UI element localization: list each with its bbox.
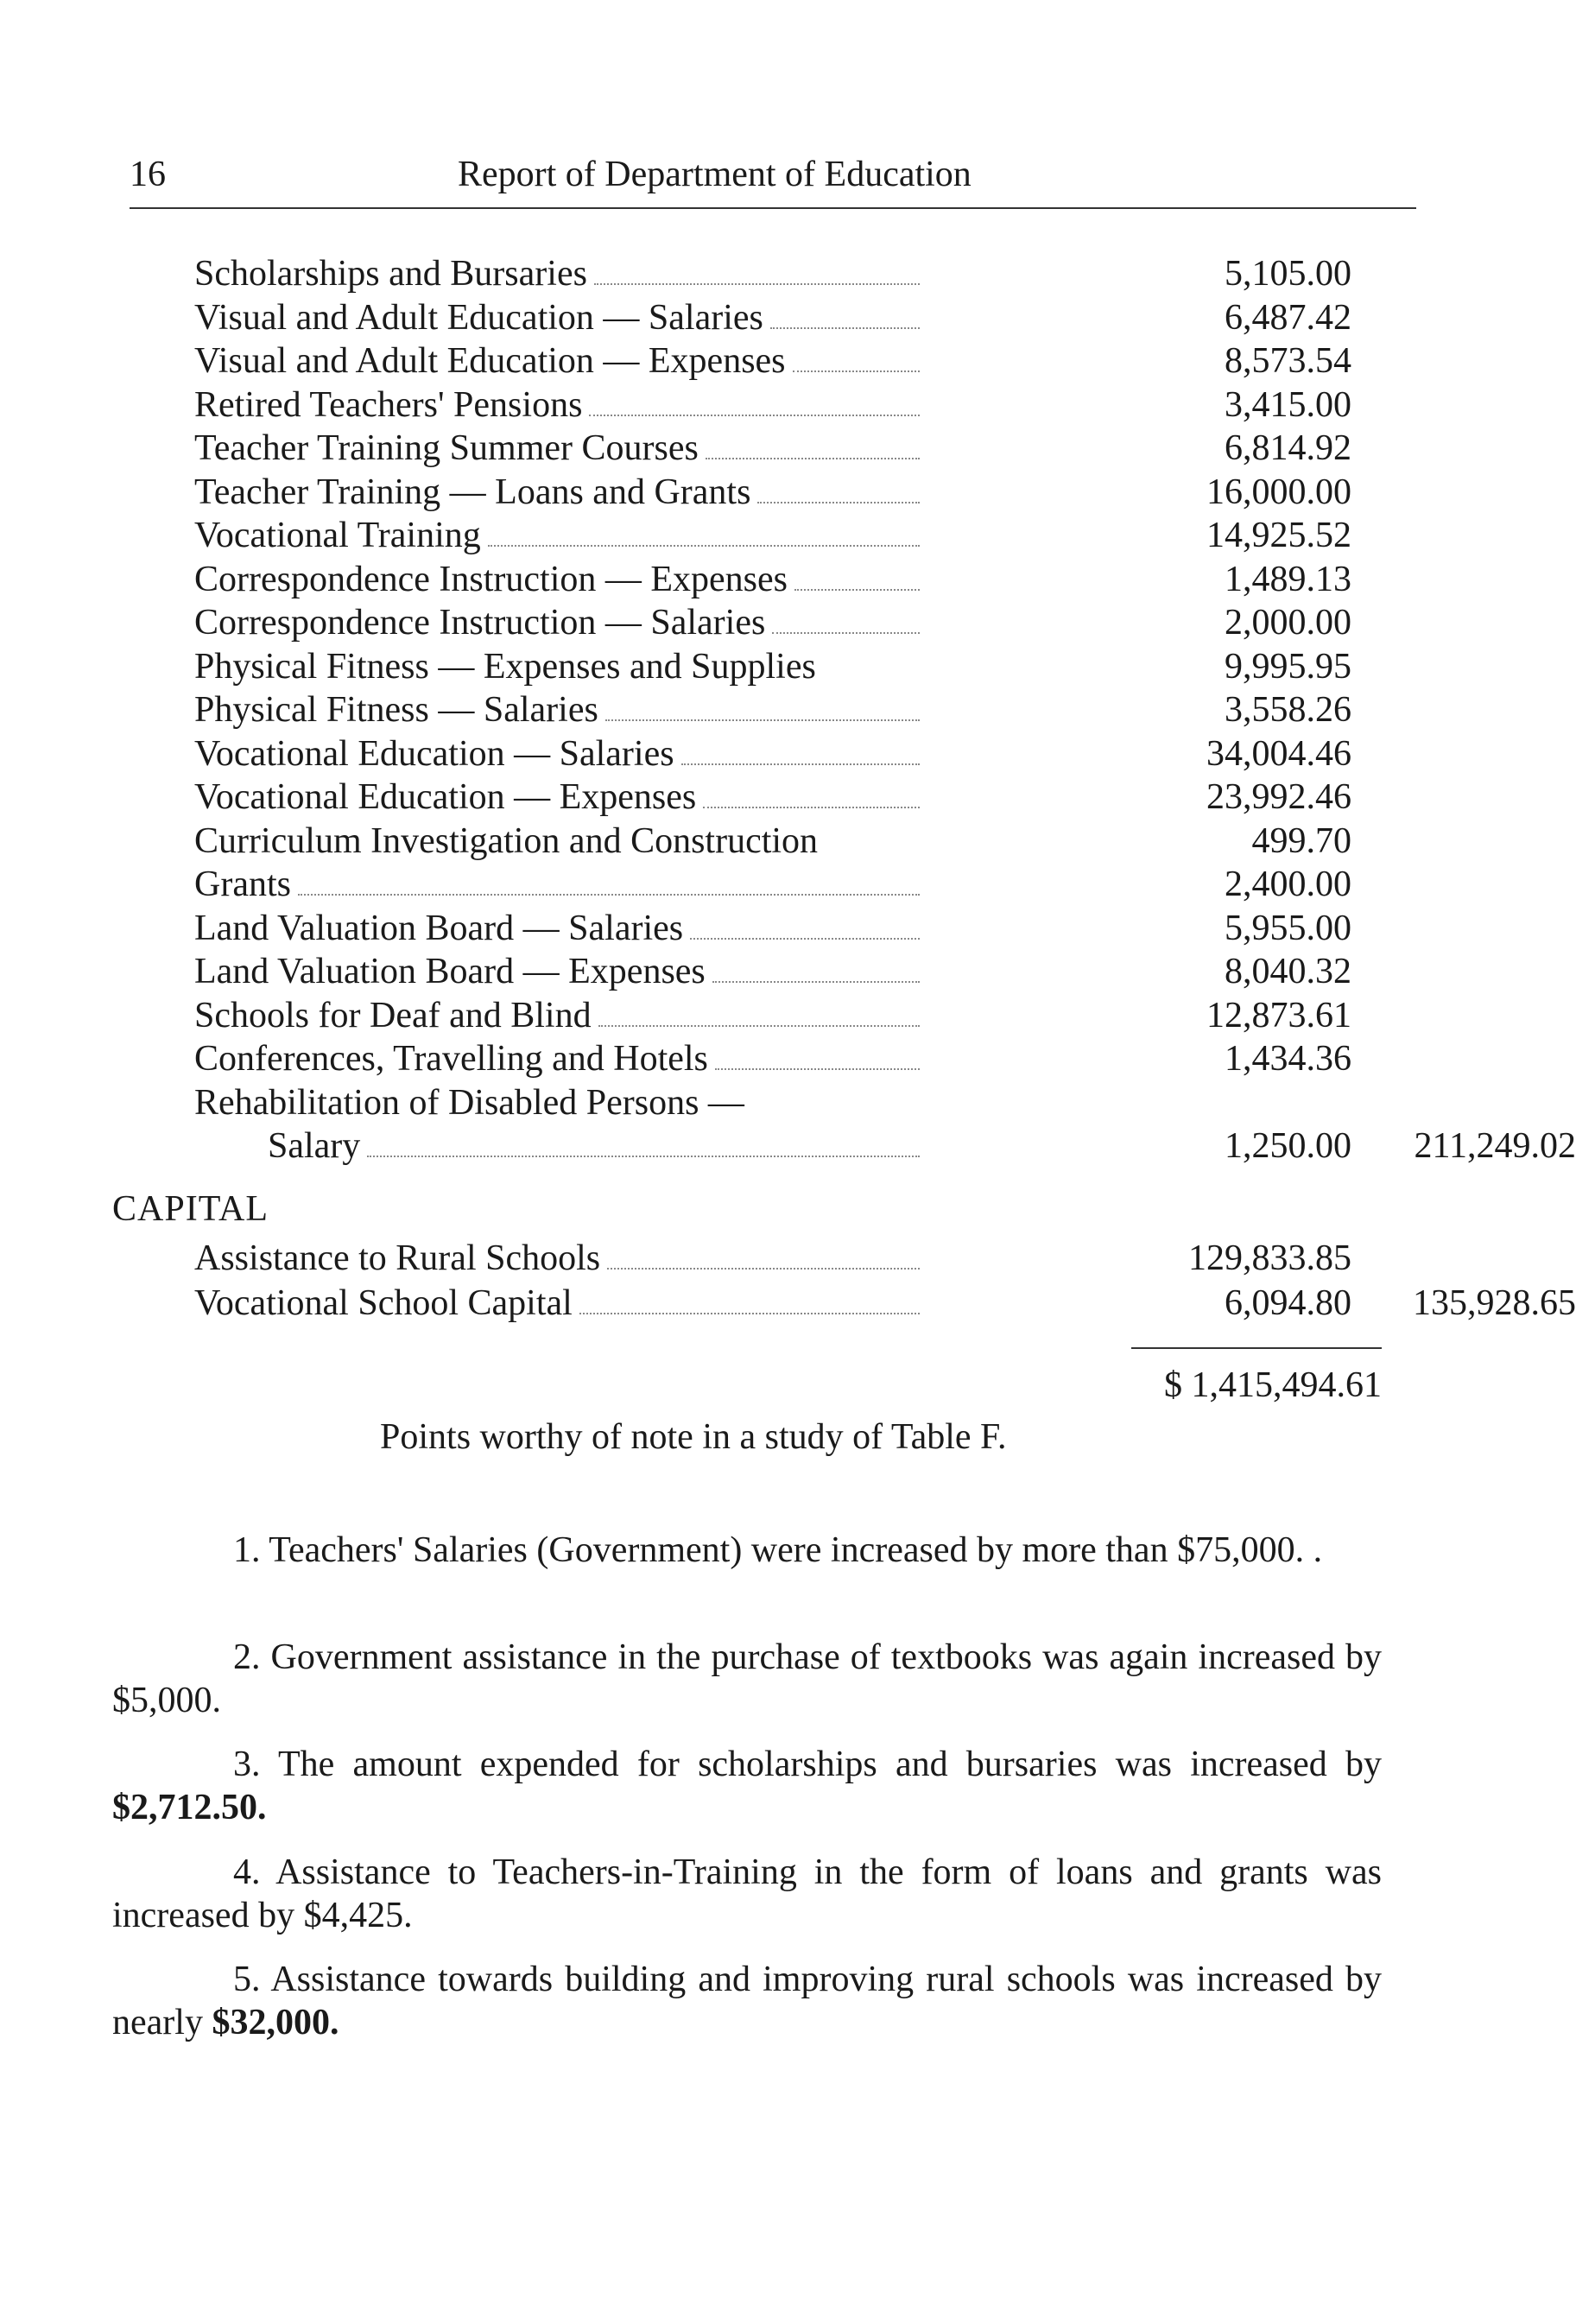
ledger-row (194, 296, 1490, 339)
ledger-item-label: Scholarships and Bursaries (194, 254, 587, 294)
ledger-item-label: Visual and Adult Education — Salaries (194, 298, 763, 338)
note-number: 5. (233, 1960, 271, 1999)
ledger-row (194, 645, 1490, 688)
ledger-item-amount: 2,400.00 (1225, 864, 1351, 904)
dot-leader (589, 415, 920, 416)
note-amount: $32,000. (212, 2003, 339, 2042)
ledger-label-wrap (194, 601, 928, 644)
note-item (112, 1529, 1382, 1572)
ledger-item-label: Physical Fitness — Expenses and Supplies (194, 647, 816, 687)
page-number: 16 (130, 155, 166, 194)
capital-heading: CAPITAL (112, 1189, 269, 1229)
dot-leader (579, 1313, 920, 1314)
ledger-row (194, 1237, 1490, 1280)
ledger-item-label: Vocational Education — Expenses (194, 777, 697, 817)
ledger-item-amount: 16,000.00 (1206, 472, 1351, 512)
ledger-row (194, 514, 1490, 557)
ledger-item-label: Curriculum Investigation and Construction (194, 821, 819, 861)
ledger-label-wrap (194, 1282, 928, 1325)
ledger-row (194, 252, 1490, 295)
ledger-label-wrap (194, 1037, 928, 1080)
ledger-item-amount: 3,415.00 (1225, 385, 1351, 425)
ledger-label-wrap (194, 296, 928, 339)
ledger-item-label: Visual and Adult Education — Expenses (194, 341, 786, 381)
dot-leader (770, 327, 920, 329)
note-text: Teachers' Salaries (Government) were increased by more than (269, 1530, 1178, 1570)
ledger-row (194, 383, 1490, 427)
ledger-item-amount: 9,995.95 (1225, 647, 1351, 687)
note-text: The amount expended for scholarships and bursaries was increased by (277, 1745, 1382, 1784)
dot-leader (793, 370, 920, 372)
ledger-item-label: Vocational Training (194, 516, 481, 555)
ledger-row (194, 471, 1490, 514)
ledger-item-label: Assistance to Rural Schools (194, 1238, 601, 1278)
ledger-label-wrap (194, 514, 928, 557)
ledger-row (194, 994, 1490, 1037)
ledger-item-label: Retired Teachers' Pensions (194, 385, 583, 425)
ledger-item-label: Correspondence Instruction — Salaries (194, 603, 766, 643)
ledger-item-label: Rehabilitation of Disabled Persons — (194, 1083, 744, 1123)
dot-leader (690, 938, 920, 940)
ledger-label-wrap (194, 950, 928, 993)
ledger-label-wrap (268, 1124, 928, 1168)
ledger-item-amount: 5,105.00 (1225, 254, 1351, 294)
ledger-item-amount: 6,487.42 (1225, 298, 1351, 338)
ledger-row (194, 732, 1490, 776)
ledger-item-amount: 3,558.26 (1225, 690, 1351, 730)
ledger-row (194, 601, 1490, 644)
section-subtotal: 211,249.02 (1414, 1126, 1576, 1166)
ledger-item-amount: 14,925.52 (1206, 516, 1351, 555)
ledger-item-label: Teacher Training Summer Courses (194, 428, 699, 468)
dot-leader (298, 894, 920, 896)
ledger-row (194, 558, 1490, 601)
ledger-label-wrap (194, 863, 928, 906)
ledger-item-amount: 12,873.61 (1206, 996, 1351, 1035)
ledger-item-amount: 8,040.32 (1225, 952, 1351, 991)
ledger-item-amount: 2,000.00 (1225, 603, 1351, 643)
ledger-item-label: Vocational Education — Salaries (194, 734, 674, 774)
note-amount: $4,425. (303, 1896, 413, 1935)
ledger-label-wrap (194, 776, 928, 819)
grand-total-rule (1131, 1347, 1382, 1349)
ledger-row (194, 1124, 1576, 1168)
ledger-label-wrap (194, 645, 928, 688)
dot-leader (706, 458, 920, 459)
note-amount: $5,000. (112, 1681, 221, 1720)
dot-leader (772, 632, 920, 634)
ledger-item-amount: 1,434.36 (1225, 1039, 1351, 1079)
ledger-item-amount: 23,992.46 (1206, 777, 1351, 817)
dot-leader (703, 807, 920, 808)
header-rule (130, 207, 1416, 209)
ledger-item-amount: 34,004.46 (1206, 734, 1351, 774)
note-item (112, 1743, 1382, 1829)
ledger-label-wrap (194, 383, 928, 427)
ledger-label-wrap (194, 427, 928, 470)
dot-leader (681, 763, 920, 765)
note-item (112, 1636, 1382, 1722)
ledger-row (194, 907, 1490, 950)
note-number: 2. (233, 1637, 271, 1677)
ledger-row (194, 950, 1490, 993)
note-item (112, 1958, 1382, 2044)
note-number: 3. (233, 1745, 278, 1784)
ledger-row (194, 863, 1490, 906)
note-text: Assistance towards building and improving rural schools was increased by nearly (112, 1960, 1382, 2042)
ledger-row (194, 1037, 1490, 1080)
dot-leader (607, 1268, 920, 1270)
ledger-label-wrap (194, 907, 928, 950)
ledger-item-label: Vocational School Capital (194, 1283, 573, 1323)
running-head: Report of Department of Education (458, 155, 972, 194)
dot-leader (712, 981, 920, 983)
ledger-item-label: Correspondence Instruction — Expenses (194, 560, 788, 599)
ledger-row (194, 339, 1490, 383)
dot-leader (794, 589, 920, 591)
dot-leader (488, 545, 920, 547)
ledger-item-label: Teacher Training — Loans and Grants (194, 472, 751, 512)
ledger-item-amount: 1,250.00 (1225, 1126, 1351, 1166)
ledger-label-wrap (194, 252, 928, 295)
dot-leader (757, 502, 920, 503)
ledger-item-amount: 8,573.54 (1225, 341, 1351, 381)
grand-total: $ 1,415,494.61 (1164, 1365, 1382, 1405)
ledger-label-wrap (194, 471, 928, 514)
ledger-item-amount: 6,094.80 (1225, 1283, 1351, 1323)
dot-leader (367, 1156, 920, 1157)
ledger-item-amount: 5,955.00 (1225, 909, 1351, 948)
ledger-item-amount: 129,833.85 (1188, 1238, 1351, 1278)
notes-heading: Points worthy of note in a study of Table F. (380, 1417, 1007, 1457)
section-subtotal: 135,928.65 (1413, 1283, 1576, 1323)
ledger-row (194, 1081, 1490, 1124)
dot-leader (605, 719, 920, 721)
ledger-row (194, 688, 1490, 731)
ledger-label-wrap (194, 1237, 928, 1280)
ledger-item-label: Schools for Deaf and Blind (194, 996, 592, 1035)
dot-leader (594, 283, 920, 285)
ledger-row (194, 1282, 1576, 1325)
ledger-item-amount: 1,489.13 (1225, 560, 1351, 599)
ledger-item-label: Grants (194, 864, 291, 904)
note-amount: $75,000. . (1177, 1530, 1323, 1570)
ledger-label-wrap (194, 820, 928, 863)
ledger-label-wrap (194, 994, 928, 1037)
ledger-label-wrap (194, 688, 928, 731)
note-text: Assistance to Teachers-in-Training in the form of loans and grants was increased by (112, 1852, 1382, 1935)
note-text: Government assistance in the purchase of textbooks was again increased by (270, 1637, 1383, 1677)
note-item (112, 1851, 1382, 1937)
ledger-label-wrap (194, 1081, 928, 1124)
note-number: 1. (233, 1530, 269, 1570)
dot-leader (598, 1025, 920, 1027)
ledger-row (194, 820, 1490, 863)
ledger-item-label: Land Valuation Board — Salaries (194, 909, 684, 948)
ledger-item-label: Physical Fitness — Salaries (194, 690, 598, 730)
dot-leader (715, 1068, 920, 1070)
ledger-item-label: Land Valuation Board — Expenses (194, 952, 706, 991)
ledger-item-amount: 6,814.92 (1225, 428, 1351, 468)
ledger-row (194, 776, 1490, 819)
note-amount: $2,712.50. (112, 1788, 267, 1827)
ledger-item-label: Salary (268, 1126, 361, 1166)
ledger-item-amount: 499.70 (1251, 821, 1351, 861)
ledger-row (194, 427, 1490, 470)
ledger-label-wrap (194, 339, 928, 383)
ledger-label-wrap (194, 558, 928, 601)
note-number: 4. (233, 1852, 276, 1892)
ledger-label-wrap (194, 732, 928, 776)
ledger-item-label: Conferences, Travelling and Hotels (194, 1039, 708, 1079)
